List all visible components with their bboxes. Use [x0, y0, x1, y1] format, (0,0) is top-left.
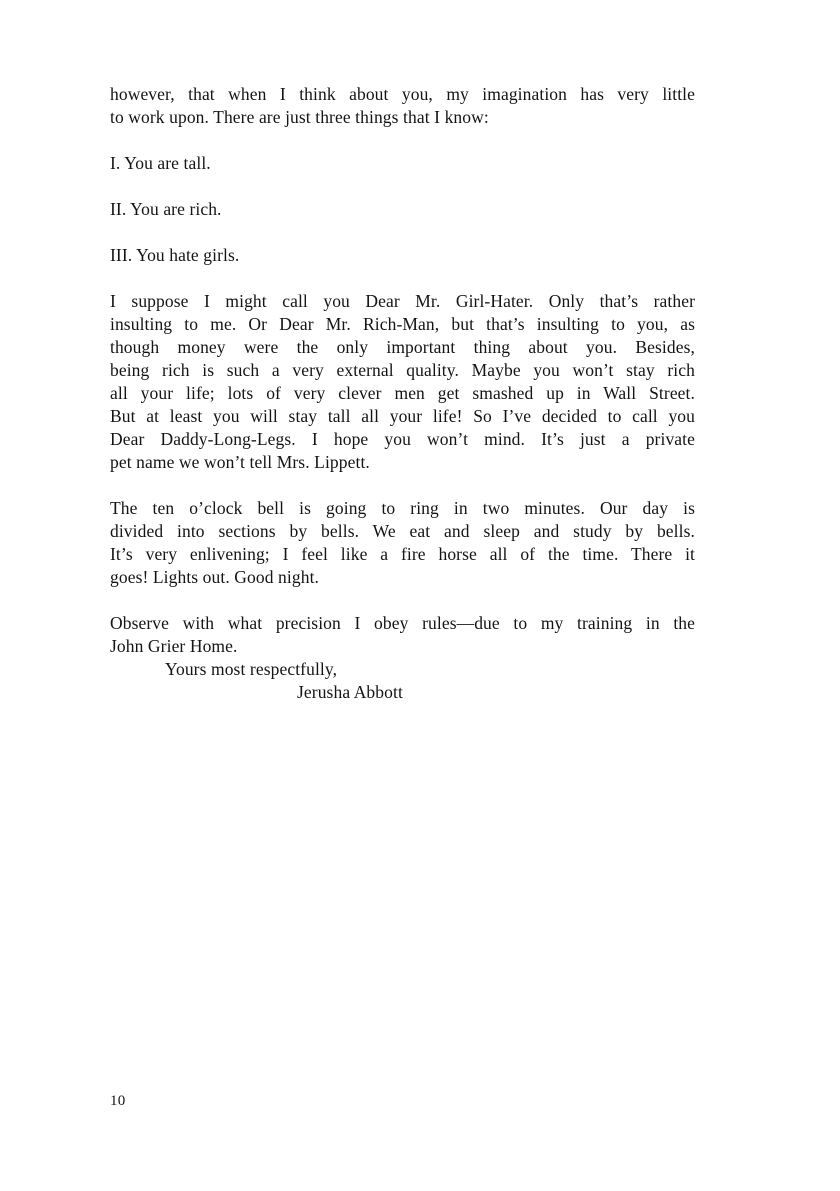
text-line: III. You hate girls. — [110, 245, 240, 265]
signature-name — [110, 681, 695, 704]
signature-closing — [110, 658, 695, 681]
list-item-1 — [110, 152, 695, 175]
text-line: goes! Lights out. Good night. — [110, 567, 320, 587]
paragraph-intro — [110, 83, 695, 129]
text-line: divided into sections by bells. We eat and sleep and study by bells. — [110, 521, 695, 541]
text-line: I. You are tall. — [110, 153, 211, 173]
text-line: II. You are rich. — [110, 199, 222, 219]
text-line: though money were the only important thing about you. Besides, — [110, 337, 695, 357]
text-line: Dear Daddy-Long-Legs. I hope you won’t mind. It’s just a private — [110, 429, 695, 449]
paragraph-bells — [110, 497, 695, 589]
text-line: all your life; lots of very clever men get smashed up in Wall Street. — [110, 383, 695, 403]
text-line: pet name we won’t tell Mrs. Lippett. — [110, 452, 370, 472]
list-item-3 — [110, 244, 695, 267]
text-line: to work upon. There are just three things that I know: — [110, 107, 489, 127]
page-text — [110, 83, 695, 704]
text-line: however, that when I think about you, my imagination has very little — [110, 84, 695, 104]
text-line: being rich is such a very external quality. Maybe you won’t stay rich — [110, 360, 695, 380]
text-line: The ten o’clock bell is going to ring in two minutes. Our day is — [110, 498, 695, 518]
paragraph-girl-hater — [110, 290, 695, 474]
list-item-2 — [110, 198, 695, 221]
text-line: It’s very enlivening; I feel like a fire horse all of the time. There it — [110, 544, 695, 564]
text-line: Jerusha Abbott — [297, 682, 403, 702]
page-number: 10 — [110, 1093, 126, 1109]
text-line: insulting to me. Or Dear Mr. Rich-Man, but that’s insulting to you, as — [110, 314, 695, 334]
paragraph-observe — [110, 612, 695, 658]
text-line: But at least you will stay tall all your life! So I’ve decided to call you — [110, 406, 695, 426]
text-line: Yours most respectfully, — [165, 659, 338, 679]
text-line: I suppose I might call you Dear Mr. Girl-Hater. Only that’s rather — [110, 291, 695, 311]
text-line: John Grier Home. — [110, 636, 238, 656]
text-line: Observe with what precision I obey rules—due to my training in the — [110, 613, 695, 633]
